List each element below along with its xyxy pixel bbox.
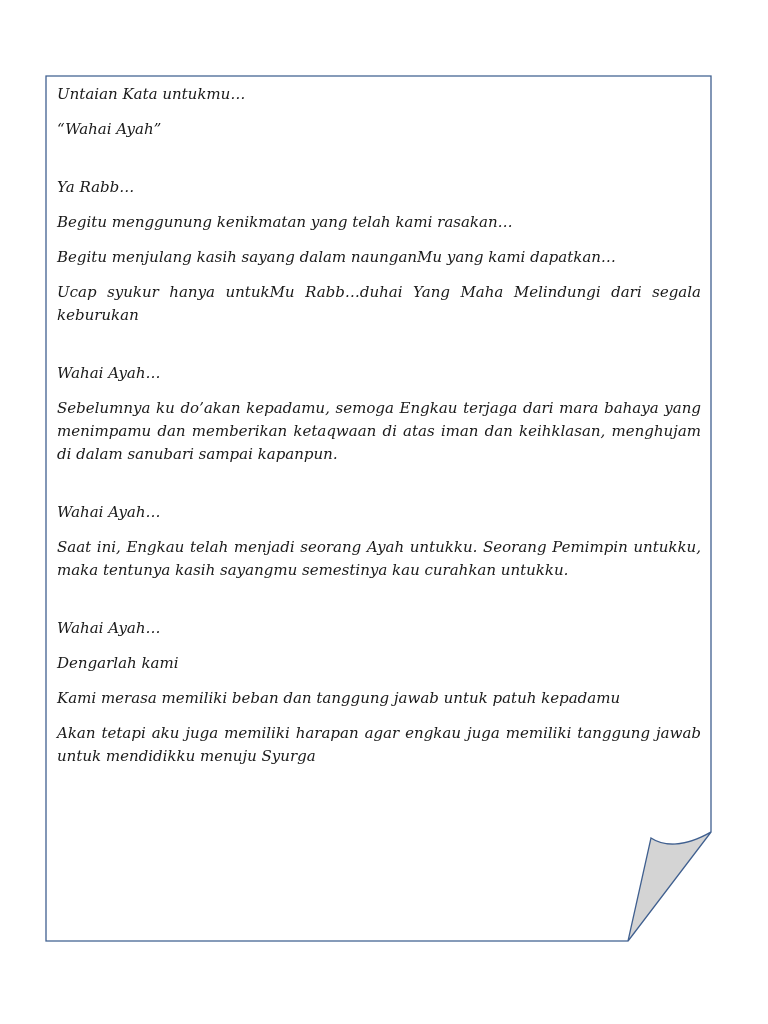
letter-body [57,80,701,780]
stanza-4-paragraph: Akan tetapi aku juga memiliki harapan agar engkau juga memiliki tanggung jawab untuk mendidikku menuju Syurga [57,724,701,765]
blank-line [57,594,701,617]
stanza-4-line-2: Dengarlah kami [57,654,179,672]
stanza-1-line-3: Begitu menjulang kasih sayang dalam naunganMu yang kami dapatkan… [57,248,616,266]
stanza-4-line-3: Kami merasa memiliki beban dan tanggung jawab untuk patuh kepadamu [57,689,621,707]
stanza-1-line-4: Ucap syukur hanya untukMu Rabb…duhai Yang Maha Melindungi dari segala keburukan [57,283,701,324]
stanza-2-greeting: Wahai Ayah… [57,364,161,382]
blank-line [57,153,701,176]
blank-line [57,478,701,501]
letter-title: “Wahai Ayah” [57,120,162,138]
stanza-2-paragraph: Sebelumnya ku do’akan kepadamu, semoga Engkau terjaga dari mara bahaya yang menimpamu dan memberikan ketaqwaan di atas iman dan keihklasan, menghujam di dalam sanubari sampai kapanpun. [57,399,701,463]
stanza-1-line-2: Begitu menggunung kenikmatan yang telah kami rasakan… [57,213,513,231]
stanza-4-greeting: Wahai Ayah… [57,619,161,637]
stanza-3-greeting: Wahai Ayah… [57,503,161,521]
stanza-3-paragraph: Saat ini, Engkau telah menjadi seorang Ayah untukku. Seorang Pemimpin untukku, maka tentunya kasih sayangmu semestinya kau curahkan untukku. [57,538,701,579]
blank-line [57,339,701,362]
letter-heading: Untaian Kata untukmu… [57,85,246,103]
stanza-1-line-1: Ya Rabb… [57,178,135,196]
